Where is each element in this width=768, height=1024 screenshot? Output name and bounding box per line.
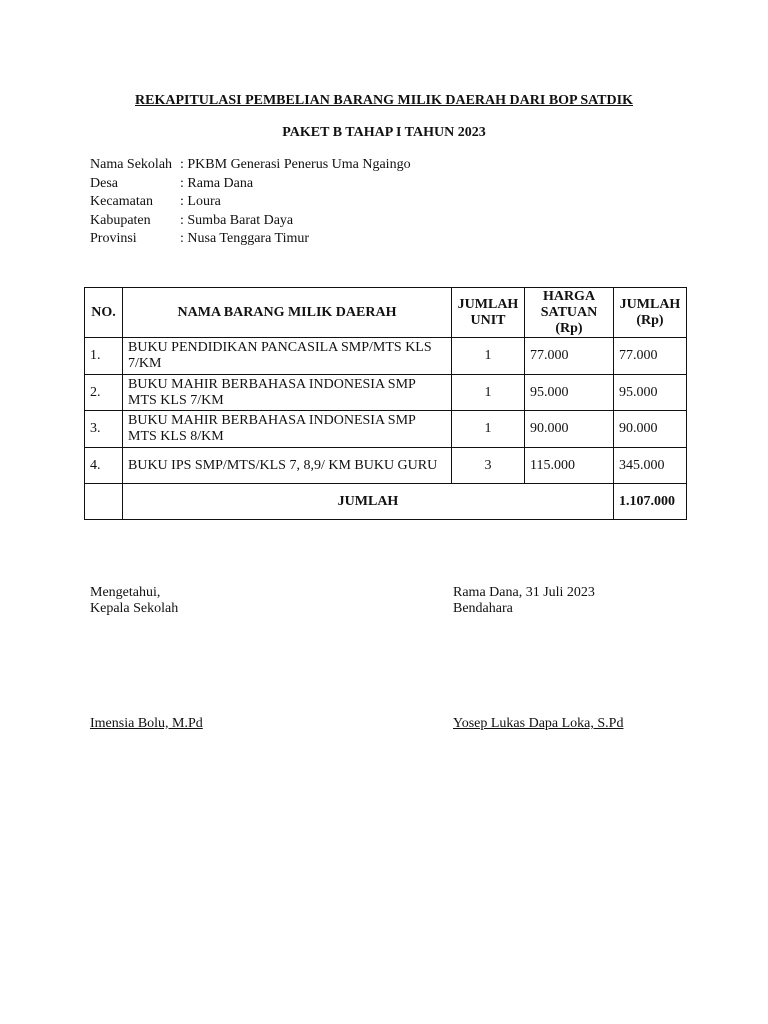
- signature-block-left: [90, 585, 178, 617]
- table-row: [85, 375, 687, 411]
- table-row: [85, 338, 687, 375]
- cell-total: 345.000: [614, 448, 687, 484]
- document-subtitle: PAKET B TAHAP I TAHUN 2023: [282, 125, 486, 140]
- cell-unit: 1: [452, 411, 525, 448]
- school-info-row-nama-sekolah: [90, 156, 411, 175]
- cell-unit: 1: [452, 375, 525, 411]
- school-info: [90, 156, 411, 249]
- cell-no: 3.: [85, 411, 123, 448]
- total-value: 1.107.000: [614, 484, 687, 520]
- cell-name: BUKU MAHIR BERBAHASA INDONESIA SMP MTS KLS 8/KM: [123, 411, 452, 448]
- signature-left-line2: Kepala Sekolah: [90, 601, 179, 616]
- cell-total: 90.000: [614, 411, 687, 448]
- cell-no: 2.: [85, 375, 123, 411]
- cell-price: 77.000: [525, 338, 614, 375]
- cell-price: 115.000: [525, 448, 614, 484]
- school-info-row-kecamatan: [90, 193, 411, 212]
- cell-name: BUKU PENDIDIKAN PANCASILA SMP/MTS KLS 7/KM: [123, 338, 452, 375]
- table-total-row: [85, 484, 687, 520]
- signature-right-name: Yosep Lukas Dapa Loka, S.Pd: [453, 716, 624, 731]
- cell-empty: [85, 484, 123, 520]
- header-unit: JUMLAH UNIT: [452, 288, 525, 338]
- cell-unit: 3: [452, 448, 525, 484]
- header-total: JUMLAH (Rp): [614, 288, 687, 338]
- signature-left-line1: Mengetahui,: [90, 585, 161, 600]
- table-header-row: [85, 288, 687, 338]
- table-row: [85, 411, 687, 448]
- info-label: Desa: [90, 175, 118, 191]
- cell-price: 90.000: [525, 411, 614, 448]
- info-value: : Loura: [180, 194, 221, 210]
- items-table: [84, 287, 687, 520]
- info-label: Kecamatan: [90, 194, 153, 210]
- cell-no: 1.: [85, 338, 123, 375]
- cell-no: 4.: [85, 448, 123, 484]
- signature-right-line1: Rama Dana, 31 Juli 2023: [453, 585, 595, 600]
- info-label: Kabupaten: [90, 212, 151, 228]
- header-no: NO.: [85, 288, 123, 338]
- info-value: : Sumba Barat Daya: [180, 212, 294, 228]
- document-title: REKAPITULASI PEMBELIAN BARANG MILIK DAERAH DARI BOP SATDIK: [135, 93, 633, 108]
- school-info-row-kabupaten: [90, 212, 411, 231]
- cell-name: BUKU IPS SMP/MTS/KLS 7, 8,9/ KM BUKU GURU: [123, 448, 452, 484]
- table-row: [85, 448, 687, 484]
- info-value: : PKBM Generasi Penerus Uma Ngaingo: [180, 157, 411, 172]
- cell-total: 95.000: [614, 375, 687, 411]
- signature-block-right: [453, 585, 595, 617]
- total-label: JUMLAH: [123, 484, 614, 520]
- cell-name: BUKU MAHIR BERBAHASA INDONESIA SMP MTS KLS 7/KM: [123, 375, 452, 411]
- signature-left-name: Imensia Bolu, M.Pd: [90, 716, 203, 731]
- info-label: Nama Sekolah: [90, 157, 173, 172]
- info-value: : Nusa Tenggara Timur: [180, 231, 310, 247]
- cell-unit: 1: [452, 338, 525, 375]
- signature-right-line2: Bendahara: [453, 601, 513, 616]
- cell-price: 95.000: [525, 375, 614, 411]
- school-info-row-provinsi: [90, 230, 411, 249]
- school-info-row-desa: [90, 175, 411, 194]
- header-name: NAMA BARANG MILIK DAERAH: [123, 288, 452, 338]
- cell-total: 77.000: [614, 338, 687, 375]
- info-label: Provinsi: [90, 231, 137, 247]
- info-value: : Rama Dana: [180, 175, 254, 191]
- header-price: HARGA SATUAN (Rp): [525, 288, 614, 338]
